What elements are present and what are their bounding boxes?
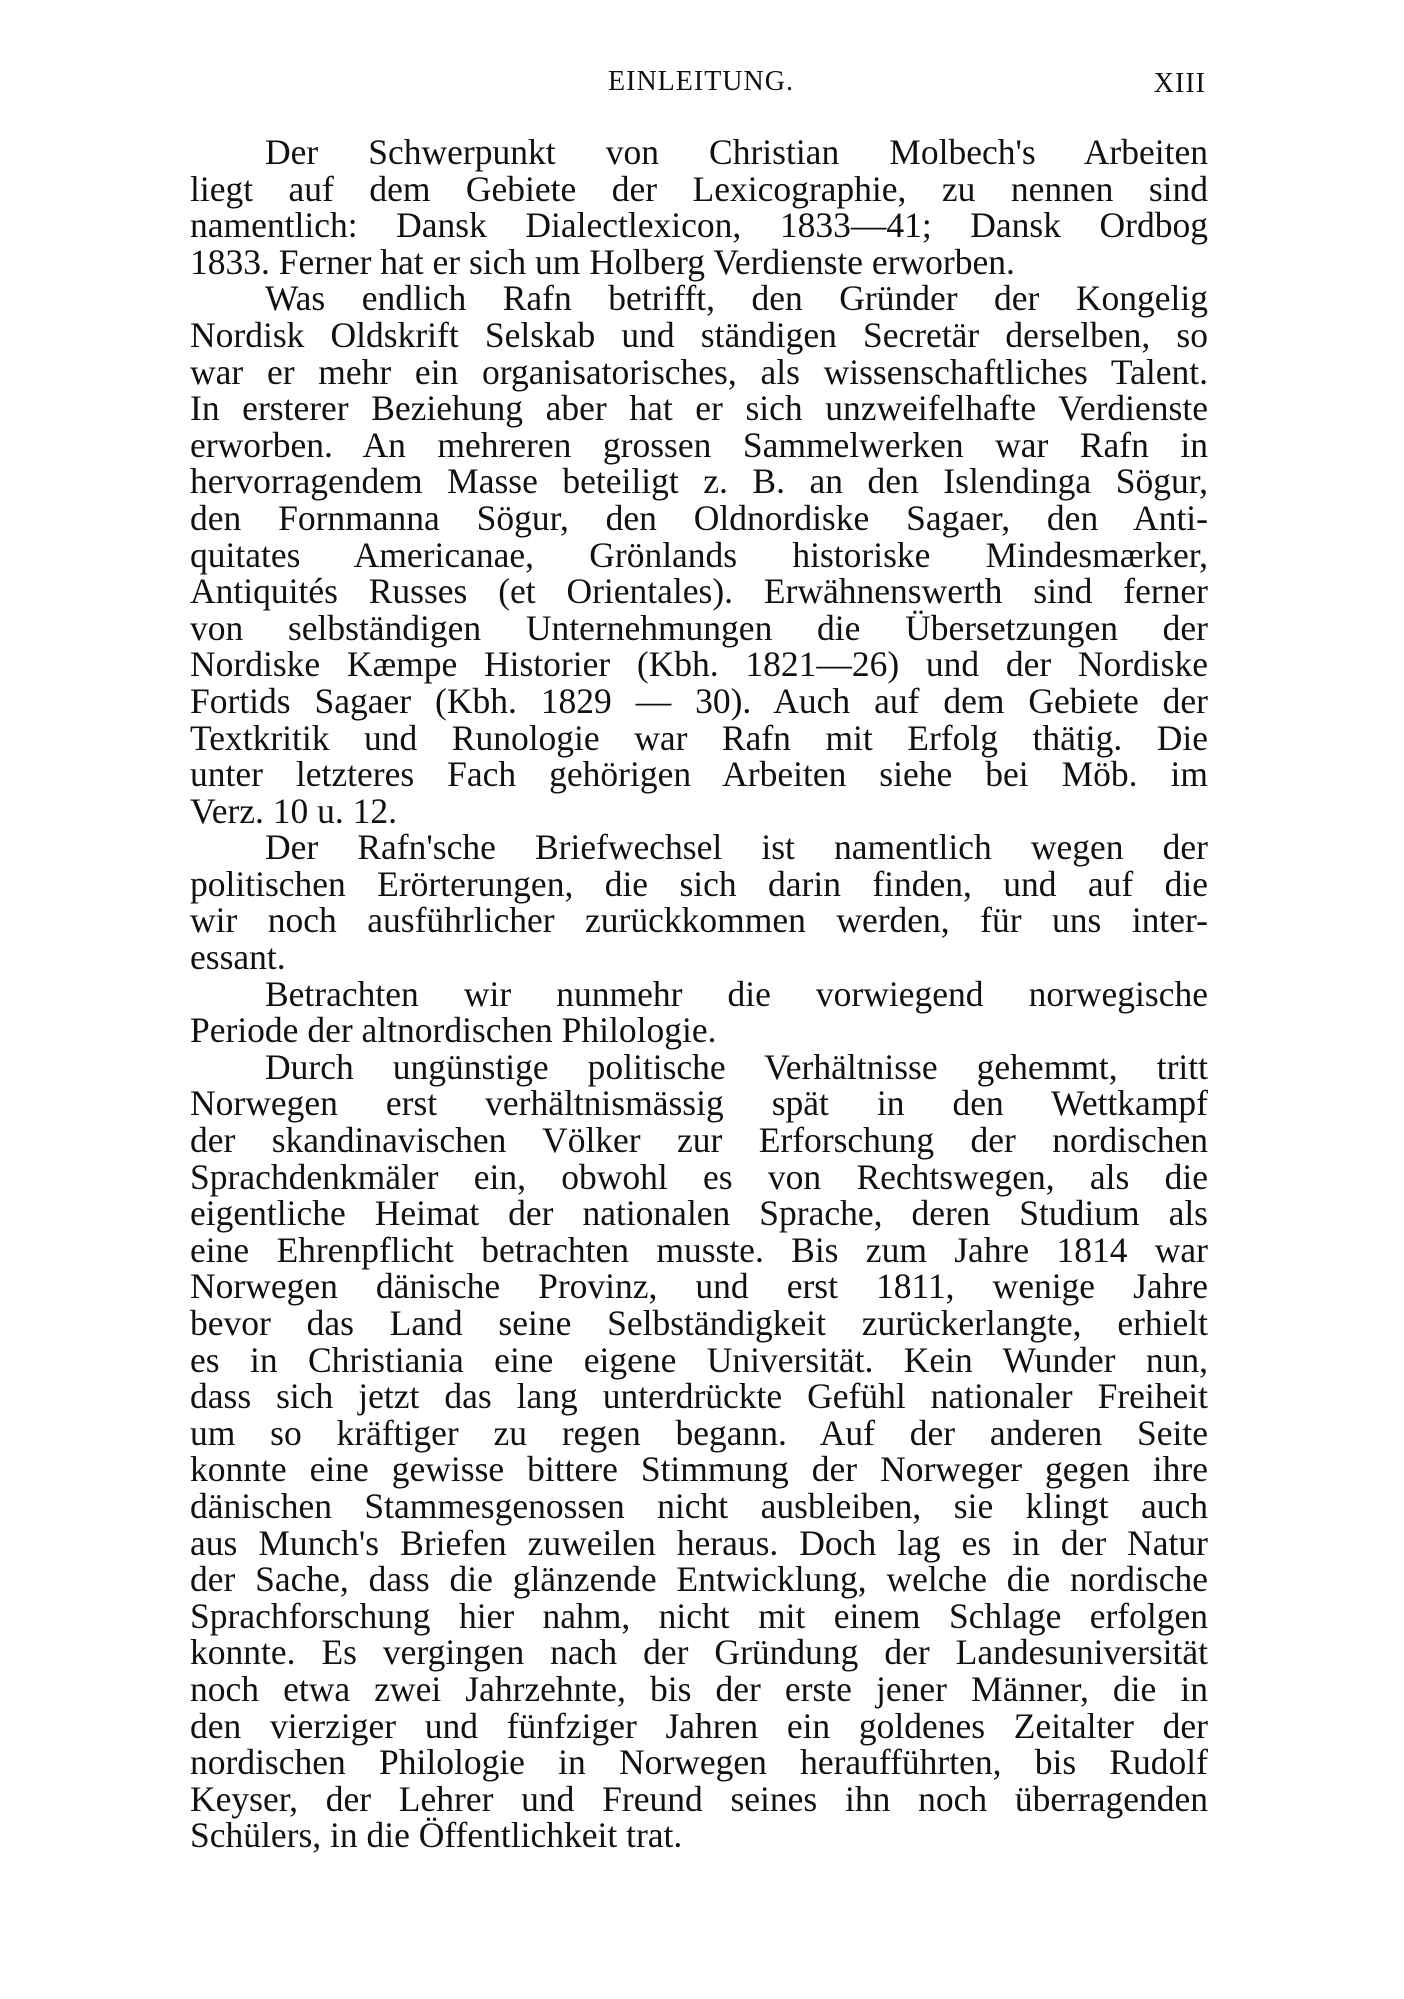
text-line: wir noch ausführlicher zurückkommen werden, für uns inter- (190, 900, 1208, 941)
text-line: quitates Americanae, Grönlands historiske Mindesmærker, (190, 534, 1208, 575)
text-line: Was endlich Rafn betrifft, den Gründer der Kongelig (265, 278, 1208, 319)
paragraph-norwegian-period (190, 973, 1208, 1051)
text-line: es in Christiania eine eigene Universität. Kein Wunder nun, (190, 1339, 1208, 1380)
body-text (190, 134, 1208, 1854)
paragraph-rafn (190, 280, 1208, 829)
text-line: nordischen Philologie in Norwegen heraufführten, bis Rudolf (190, 1742, 1208, 1783)
text-line: Norwegen dänische Provinz, und erst 1811, wenige Jahre (190, 1266, 1208, 1307)
paragraph-molbech (190, 134, 1208, 280)
text-line: 1833. Ferner hat er sich um Holberg Verdienste erworben. (190, 241, 1015, 282)
text-line: essant. (190, 937, 286, 978)
text-line: aus Munch's Briefen zuweilen heraus. Doch lag es in der Natur (190, 1522, 1208, 1563)
running-head (196, 66, 1206, 106)
text-line: bevor das Land seine Selbständigkeit zurückerlangte, erhielt (190, 1303, 1208, 1343)
text-line: politischen Erörterungen, die sich darin finden, und auf die (190, 863, 1208, 904)
text-line: Sprachforschung hier nahm, nicht mit einem Schlage erfolgen (190, 1595, 1208, 1636)
text-line: der skandinavischen Völker zur Erforschung der nordischen (190, 1120, 1208, 1161)
text-line: konnte eine gewisse bittere Stimmung der Norweger gegen ihre (190, 1449, 1208, 1490)
text-line: um so kräftiger zu regen begann. Auf der anderen Seite (190, 1412, 1208, 1453)
chapter-title: EINLEITUNG. (608, 66, 794, 97)
text-line: Der Rafn'sche Briefwechsel ist namentlich wegen der (265, 827, 1208, 868)
text-line: dass sich jetzt das lang unterdrückte Gefühl nationaler Freiheit (190, 1376, 1208, 1417)
text-line: dänischen Stammesgenossen nicht ausbleiben, sie klingt auch (190, 1485, 1208, 1526)
text-line: Nordiske Kæmpe Historier (Kbh. 1821—26) und der Nordiske (190, 644, 1208, 685)
text-line: unter letzteres Fach gehörigen Arbeiten siehe bei Möb. im (190, 754, 1208, 795)
text-line: war er mehr ein organisatorisches, als wissenschaftliches Talent. (190, 351, 1208, 392)
text-line: Schülers, in die Öffentlichkeit trat. (190, 1815, 683, 1856)
text-line: eine Ehrenpflicht betrachten musste. Bis zum Jahre 1814 war (190, 1229, 1208, 1270)
text-line: Betrachten wir nunmehr die vorwiegend norwegische (265, 973, 1208, 1014)
paragraph-briefwechsel (190, 827, 1208, 978)
text-line: eigentliche Heimat der nationalen Sprache, deren Studium als (190, 1193, 1208, 1234)
text-line: Textkritik und Runologie war Rafn mit Erfolg thätig. Die (190, 717, 1208, 758)
text-line: der Sache, dass die glänzende Entwicklung, welche die nordische (190, 1559, 1208, 1600)
text-line: namentlich: Dansk Dialectlexicon, 1833—41; Dansk Ordbog (190, 205, 1208, 246)
text-line: von selbständigen Unternehmungen die Übersetzungen der (190, 607, 1208, 648)
text-line: den Fornmanna Sögur, den Oldnordiske Sagaer, den Anti- (190, 497, 1208, 538)
text-line: Nordisk Oldskrift Selskab und ständigen Secretär derselben, so (190, 314, 1208, 355)
text-line: Norwegen erst verhältnismässig spät in den Wettkampf (190, 1083, 1208, 1124)
page-number: XIII (1153, 68, 1206, 99)
text-line: liegt auf dem Gebiete der Lexicographie, zu nennen sind (190, 168, 1208, 209)
text-line: hervorragendem Masse beteiligt z. B. an den Islendinga Sögur, (190, 461, 1208, 502)
text-line: In ersterer Beziehung aber hat er sich unzweifelhafte Verdienste (190, 388, 1208, 429)
text-line: konnte. Es vergingen nach der Gründung der Landesuniversität (190, 1632, 1208, 1673)
text-line: Sprachdenkmäler ein, obwohl es von Rechtswegen, als die (190, 1156, 1208, 1197)
text-line: Antiquités Russes (et Orientales). Erwähnenswerth sind ferner (190, 571, 1208, 612)
text-line: Verz. 10 u. 12. (190, 790, 398, 831)
text-line: den vierziger und fünfziger Jahren ein goldenes Zeitalter der (190, 1705, 1208, 1746)
text-line: Keyser, der Lehrer und Freund seines ihn noch überragenden (190, 1778, 1208, 1819)
text-line: erworben. An mehreren grossen Sammelwerken war Rafn in (190, 424, 1208, 465)
text-line: Durch ungünstige politische Verhältnisse gehemmt, tritt (265, 1046, 1208, 1087)
text-line: Periode der altnordischen Philologie. (190, 1010, 717, 1051)
text-line: Fortids Sagaer (Kbh. 1829 — 30). Auch auf dem Gebiete der (190, 680, 1208, 721)
text-line: Der Schwerpunkt von Christian Molbech's Arbeiten (265, 132, 1208, 172)
text-line: noch etwa zwei Jahrzehnte, bis der erste jener Männer, die in (190, 1668, 1208, 1709)
paragraph-norway (190, 1046, 1208, 1856)
